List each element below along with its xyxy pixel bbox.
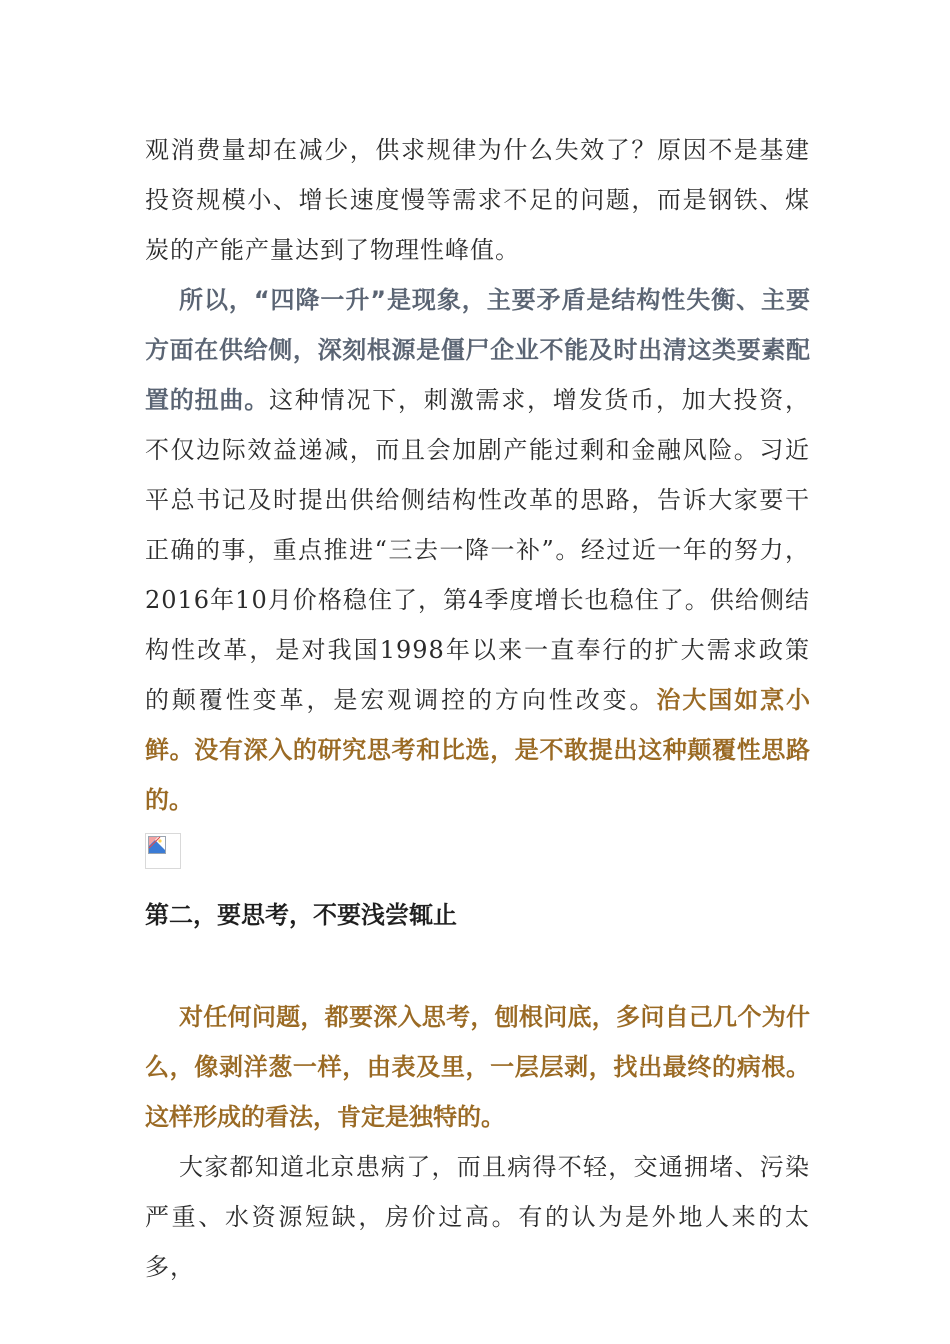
paragraph-beijing (145, 1142, 810, 1292)
paragraph-text: 大家都知道北京患病了，而且病得不轻，交通拥堵、污染严重、水资源短缺，房价过高。有的认为是外地人来的太多， (145, 1153, 810, 1281)
section-heading: 第二，要思考，不要浅尝辄止 (145, 901, 457, 929)
broken-image-icon (148, 836, 166, 854)
emphasized-paragraph: 对任何问题，都要深入思考，刨根问底，多问自己几个为什么，像剥洋葱一样，由表及里，一层层剥，找出最终的病根。这样形成的看法，肯定是独特的。 (145, 1003, 810, 1131)
document-page (145, 125, 810, 1292)
paragraph-structural-reform (145, 275, 810, 825)
paragraph-text: 观消费量却在减少，供求规律为什么失效了？原因不是基建投资规模小、增长速度慢等需求不足的问题，而是钢铁、煤炭的产能产量达到了物理性峰值。 (145, 136, 810, 264)
paragraph-supply-demand (145, 125, 810, 275)
emphasized-quote: 治大国如烹小鲜。没有深入的研究思考和比选，是不敢提出这种颠覆性思路的。 (145, 686, 811, 814)
paragraph-deep-thinking (145, 992, 810, 1142)
embedded-image[interactable] (145, 833, 181, 869)
highlighted-conclusion: 所以，“四降一升”是现象，主要矛盾是结构性失衡、主要方面在供给侧，深刻根源是僵尸企业不能及时出清这类要素配置的扭曲。 (145, 286, 810, 414)
paragraph-text: 这种情况下，刺激需求，增发货币，加大投资，不仅边际效益递减，而且会加剧产能过剩和金融风险。习近平总书记及时提出供给侧结构性改革的思路，告诉大家要干正确的事，重点推进“三去一降一补”。经过近一年的努力，2016年10月价格稳住了，第4季度增长也稳住了。供给侧结构性改革，是对我国1998年以来一直奉行的扩大需求政策的颠覆性变革，是宏观调控的方向性改变。 (145, 386, 810, 714)
